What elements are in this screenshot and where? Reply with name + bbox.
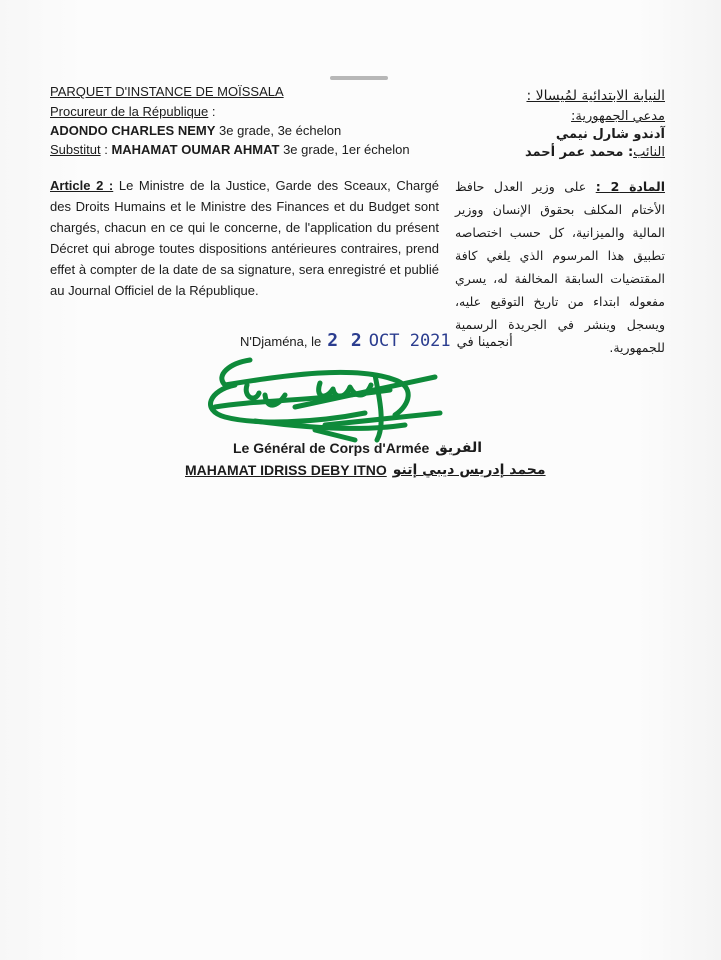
article-2-fr-label: Article 2 :	[50, 178, 114, 193]
office-ar	[526, 86, 665, 107]
prosecutor-label-fr	[50, 102, 216, 121]
date-day-stamp: 2 2	[327, 330, 363, 351]
article-2-ar-text: على وزير العدل حافظ الأختام المكلف بحقوق الإنسان ووزير المالية والميزانية، كل حسب اختصاصه تطبيق هذا المرسوم الذي يلغي كافة المقتضيات السابقة المخالفة له، يسري مفعوله ابتداء من تاريخ التوقيع عليه، ويسجل وينشر في الجريدة الرسمية للجمهورية.	[455, 179, 665, 355]
substitute-label-ar: النائب	[633, 145, 665, 160]
prosecutor-grade-fr: 3e grade, 3e échelon	[215, 123, 342, 138]
substitute-fr	[50, 140, 410, 159]
dateline	[240, 330, 513, 351]
office-fr	[50, 82, 284, 101]
office-fr-text: PARQUET D'INSTANCE DE MOÏSSALA	[50, 84, 284, 99]
signatory-title	[233, 440, 482, 456]
date-month-year-stamp: OCT 2021	[368, 331, 451, 351]
signatory-title-ar: الفريق	[435, 440, 482, 456]
handwritten-signature	[195, 355, 475, 450]
dateline-place-ar: أنجمينا في	[456, 335, 513, 350]
signatory-name-fr: MAHAMAT IDRISS DEBY ITNO	[185, 462, 387, 478]
article-2-fr	[50, 175, 439, 301]
prosecutor-label-text: Procureur de la République	[50, 104, 209, 119]
substitute-name-ar: : محمد عمر أحمد	[525, 145, 634, 160]
substitute-grade-fr: 3e grade, 1er échelon	[279, 142, 410, 157]
substitute-ar	[525, 142, 665, 163]
prosecutor-fr	[50, 121, 341, 140]
prosecutor-sep: :	[208, 104, 216, 119]
scan-mark	[330, 76, 388, 80]
prosecutor-name-fr: ADONDO CHARLES NEMY	[50, 123, 216, 138]
office-ar-text: النيابة الابتدائية لمُيسالا :	[526, 88, 665, 104]
dateline-place-fr: N'Djaména, le	[240, 334, 322, 349]
prosecutor-name-ar: آدندو شارل نيمي	[555, 127, 665, 142]
article-2-ar-label: المادة 2 :	[595, 179, 665, 194]
prosecutor-label-ar-text: مدعي الجمهورية:	[571, 109, 665, 124]
substitute-sep: :	[100, 142, 112, 157]
substitute-label-fr: Substitut	[50, 142, 101, 157]
article-2-fr-text: Le Ministre de la Justice, Garde des Sceaux, Chargé des Droits Humains et le Ministre des Finances et du Budget sont chargés, chacun en ce qui le concerne, de l'application du présent Décret qui abroge toutes dispositions antérieures contraires, prend effet à compter de la date de sa signature, sera enregistré et publié au Journal Officiel de la République.	[50, 178, 439, 298]
signatory-name	[185, 462, 546, 478]
signatory-title-fr: Le Général de Corps d'Armée	[233, 440, 430, 456]
signatory-name-ar: محمد إدريس ديبي إتنو	[392, 462, 546, 478]
substitute-name-fr: MAHAMAT OUMAR AHMAT	[111, 142, 280, 157]
